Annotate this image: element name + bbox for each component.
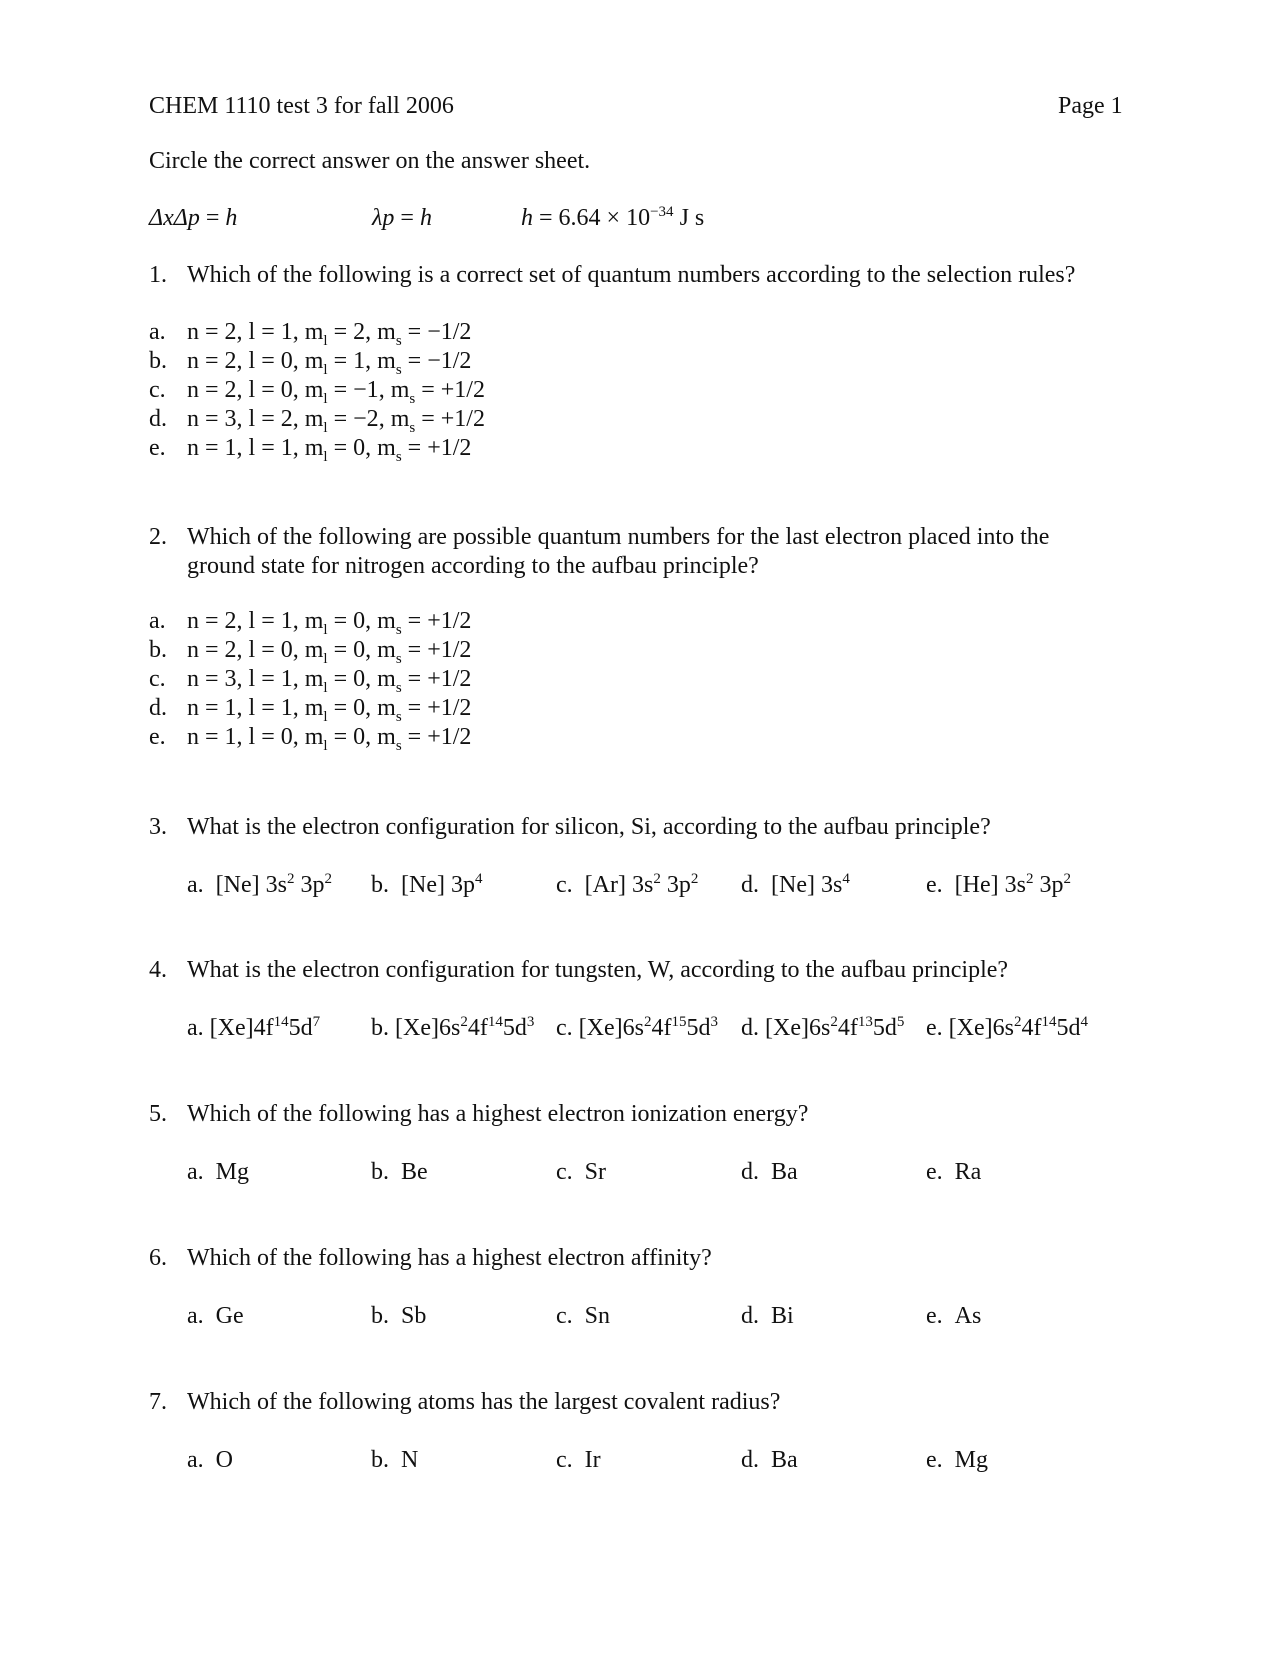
option-part: [Xe]4f: [209, 1015, 274, 1041]
option-value: Ba: [771, 1447, 798, 1473]
option-value: Mg: [215, 1159, 249, 1185]
option-mid: 3p: [294, 872, 325, 898]
option-sup: 4: [474, 871, 483, 887]
option-sup: 2: [324, 871, 332, 887]
question-text: What is the electron configuration for silicon, Si, according to the aufbau principle?: [187, 814, 991, 840]
exam-title: CHEM 1110 test 3 for fall 2006: [149, 93, 454, 119]
option-letter: e.: [926, 1303, 943, 1329]
question-7: [149, 1390, 780, 1414]
question-text: What is the electron configuration for tungsten, W, according to the aufbau principle?: [187, 957, 1009, 983]
option-sup: 5: [896, 1014, 905, 1030]
option-d[interactable]: [741, 1016, 904, 1040]
option-value: Sr: [584, 1159, 606, 1185]
option-value: Be: [401, 1159, 428, 1185]
question-3: [149, 815, 991, 839]
n-value: 1: [224, 724, 237, 750]
question-text: Which of the following is a correct set of quantum numbers according to the selection rules?: [187, 262, 1076, 288]
option-letter: d.: [741, 1447, 759, 1473]
ml-value: 0: [353, 608, 366, 634]
n-value: 2: [224, 608, 237, 634]
l-value: 1: [280, 319, 293, 345]
option-letter: d.: [741, 1015, 759, 1041]
option-letter: e.: [926, 1447, 943, 1473]
option-letter: d.: [741, 1159, 759, 1185]
planck-unit: J s: [679, 205, 705, 231]
l-value: 1: [280, 666, 293, 692]
uncertainty-rhs: h: [225, 205, 238, 231]
option-value: N: [401, 1447, 419, 1473]
option-core: [Ne] 3s: [771, 872, 843, 898]
option-letter: b.: [371, 1447, 389, 1473]
option-value: As: [954, 1303, 982, 1329]
question-5: [149, 1102, 808, 1126]
option-letter: b.: [371, 872, 389, 898]
uncertainty-equation: ΔxΔp = h: [149, 205, 238, 231]
option-a[interactable]: a. n = 2, l = 1, $m_l = 0$, $m_s = +1/2$: [149, 608, 472, 638]
l-value: 1: [280, 608, 293, 634]
option-e[interactable]: [926, 1016, 1088, 1040]
ms-value: +1/2: [427, 637, 472, 663]
option-d[interactable]: [741, 1448, 798, 1472]
option-sup: 2: [830, 1014, 838, 1030]
question-text: Which of the following atoms has the largest covalent radius?: [187, 1389, 781, 1415]
option-sup: 2: [286, 871, 295, 887]
question-number: 1.: [149, 262, 167, 288]
ml-value: 0: [353, 666, 366, 692]
option-sup: 4: [842, 871, 850, 887]
option-sup: 2: [643, 1014, 652, 1030]
option-core: [Ne] 3s: [215, 872, 287, 898]
option-core: [Ar] 3s: [584, 872, 654, 898]
de-broglie-rhs: h: [419, 205, 432, 231]
option-letter: a.: [187, 1015, 204, 1041]
de-broglie-lhs: λp: [372, 205, 395, 231]
option-part: 4f: [651, 1015, 672, 1041]
option-letter: c.: [556, 1447, 573, 1473]
n-value: 3: [224, 406, 237, 432]
planck-constant: $h = 6.64 \times 10^{-34}$ J s: [521, 204, 705, 231]
option-letter: b.: [371, 1015, 389, 1041]
option-part: 4f: [467, 1015, 488, 1041]
option-sup: 2: [690, 871, 699, 887]
option-letter: e.: [926, 1159, 943, 1185]
l-value: 1: [280, 695, 293, 721]
option-letter: b.: [149, 637, 167, 663]
option-letter: e.: [149, 435, 166, 461]
option-e[interactable]: [926, 1160, 981, 1184]
ml-value: −1: [353, 377, 379, 403]
option-value: Bi: [771, 1303, 794, 1329]
option-e[interactable]: [926, 873, 1071, 897]
option-a[interactable]: [187, 1304, 244, 1328]
page-number: Page 1: [1058, 93, 1123, 119]
ml-value: 1: [353, 348, 366, 374]
option-mid: 3p: [660, 872, 691, 898]
option-value: Sn: [584, 1303, 611, 1329]
l-value: 0: [280, 724, 293, 750]
option-c[interactable]: [556, 1160, 606, 1184]
l-value: 0: [280, 377, 293, 403]
option-part: 5d: [872, 1015, 897, 1041]
question-2-text-continued: ground state for nitrogen according to the aufbau principle?: [187, 553, 759, 579]
option-b[interactable]: [371, 1448, 418, 1472]
option-c[interactable]: c. n = 2, l = 0, $m_l = -1$, $m_s = +1/2$: [149, 377, 485, 407]
l-value: 2: [280, 406, 293, 432]
option-a[interactable]: [187, 1448, 233, 1472]
option-value: Ge: [215, 1303, 244, 1329]
planck-value: 6.64 × 10: [558, 205, 651, 231]
uncertainty-lhs: ΔxΔp: [149, 205, 200, 231]
l-value: 1: [280, 435, 293, 461]
option-part: 5d: [1056, 1015, 1081, 1041]
ms-value: +1/2: [427, 695, 472, 721]
option-sup: 2: [1063, 871, 1071, 887]
planck-symbol: h: [521, 205, 533, 231]
n-value: 2: [224, 637, 237, 663]
option-letter: d.: [149, 406, 167, 432]
n-value: 2: [224, 377, 237, 403]
question-number: 4.: [149, 957, 167, 983]
ms-value: +1/2: [427, 608, 472, 634]
option-letter: a.: [187, 1447, 204, 1473]
question-number: 2.: [149, 524, 167, 550]
n-value: 3: [224, 666, 237, 692]
option-value: Ba: [771, 1159, 798, 1185]
option-letter: e.: [926, 872, 943, 898]
option-value: Mg: [954, 1447, 988, 1473]
question-1: [149, 263, 1075, 287]
ms-value: −1/2: [427, 319, 472, 345]
option-a[interactable]: a. n = 2, l = 1, $m_l = 2$, $m_s = -1/2$: [149, 319, 472, 349]
question-number: 7.: [149, 1389, 167, 1415]
question-6: [149, 1246, 712, 1270]
ml-value: −2: [353, 406, 379, 432]
option-e[interactable]: e. n = 1, l = 0, $m_l = 0$, $m_s = +1/2$: [149, 724, 472, 754]
question-number: 3.: [149, 814, 167, 840]
option-letter: e.: [149, 724, 166, 750]
planck-exponent: −34: [650, 204, 674, 220]
option-d[interactable]: [741, 873, 850, 897]
option-part: [Xe]6s: [948, 1015, 1014, 1041]
question-text: Which of the following are possible quantum numbers for the last electron placed into the: [187, 524, 1050, 550]
option-d[interactable]: d. n = 3, l = 2, $m_l = -2$, $m_s = +1/2$: [149, 406, 485, 436]
option-b[interactable]: [371, 1304, 426, 1328]
n-value: 1: [224, 435, 237, 461]
option-value: O: [215, 1447, 233, 1473]
option-e[interactable]: [926, 1448, 988, 1472]
option-sup: 4: [1080, 1014, 1088, 1030]
option-letter: a.: [149, 608, 166, 634]
option-part: [Xe]6s: [395, 1015, 461, 1041]
option-letter: a.: [187, 1159, 204, 1185]
option-part: [Xe]6s: [765, 1015, 831, 1041]
option-part: [Xe]6s: [578, 1015, 644, 1041]
option-letter: b.: [149, 348, 167, 374]
question-text: Which of the following has a highest electron affinity?: [187, 1245, 712, 1271]
option-part: 4f: [1021, 1015, 1042, 1041]
option-part: 5d: [288, 1015, 313, 1041]
option-c[interactable]: [556, 873, 698, 897]
option-sup: 14: [1041, 1014, 1057, 1030]
option-a[interactable]: [187, 873, 332, 897]
l-value: 0: [280, 348, 293, 374]
option-d[interactable]: [741, 1304, 794, 1328]
option-c[interactable]: [556, 1016, 718, 1040]
question-text: Which of the following has a highest electron ionization energy?: [187, 1101, 809, 1127]
question-4: [149, 958, 1008, 982]
question-2: [149, 525, 1049, 549]
option-value: Ra: [954, 1159, 982, 1185]
option-sup: 13: [857, 1014, 873, 1030]
option-letter: d.: [149, 695, 167, 721]
option-b[interactable]: [371, 1016, 534, 1040]
option-sup: 7: [312, 1014, 321, 1030]
ml-value: 0: [353, 435, 366, 461]
option-letter: c.: [149, 377, 166, 403]
option-b[interactable]: [371, 1160, 428, 1184]
option-d[interactable]: [741, 1160, 798, 1184]
option-c[interactable]: c. n = 3, l = 1, $m_l = 0$, $m_s = +1/2$: [149, 666, 472, 696]
option-letter: c.: [556, 1303, 573, 1329]
option-sup: 2: [1013, 1014, 1022, 1030]
option-c[interactable]: [556, 1448, 601, 1472]
option-letter: b.: [371, 1303, 389, 1329]
option-sup: 14: [487, 1014, 503, 1030]
option-a[interactable]: [187, 1160, 249, 1184]
de-broglie-equation: λp = h: [372, 205, 432, 231]
option-mid: 3p: [1033, 872, 1064, 898]
option-value: Ir: [584, 1447, 601, 1473]
n-value: 2: [224, 319, 237, 345]
option-letter: e.: [926, 1015, 943, 1041]
ms-value: −1/2: [427, 348, 472, 374]
option-letter: d.: [741, 1303, 759, 1329]
option-letter: a.: [187, 1303, 204, 1329]
option-a[interactable]: [187, 1016, 320, 1040]
option-part: 5d: [502, 1015, 527, 1041]
option-e[interactable]: e. n = 1, l = 1, $m_l = 0$, $m_s = +1/2$: [149, 435, 472, 465]
question-number: 5.: [149, 1101, 167, 1127]
option-core: [Ne] 3p: [401, 872, 475, 898]
option-sup: 2: [653, 871, 661, 887]
option-sup: 2: [460, 1014, 468, 1030]
option-letter: c.: [556, 1015, 573, 1041]
ml-value: 2: [353, 319, 366, 345]
option-sup: 2: [1025, 871, 1034, 887]
ms-value: +1/2: [440, 406, 485, 432]
n-value: 1: [224, 695, 237, 721]
ms-value: +1/2: [427, 435, 472, 461]
option-letter: a.: [149, 319, 166, 345]
option-part: 5d: [686, 1015, 711, 1041]
option-b[interactable]: [371, 873, 482, 897]
option-letter: c.: [149, 666, 166, 692]
question-number: 6.: [149, 1245, 167, 1271]
option-sup: 15: [671, 1014, 687, 1030]
option-part: 4f: [837, 1015, 858, 1041]
option-c[interactable]: [556, 1304, 610, 1328]
option-letter: d.: [741, 872, 759, 898]
instruction-text: Circle the correct answer on the answer sheet.: [149, 148, 591, 174]
ml-value: 0: [353, 724, 366, 750]
l-value: 0: [280, 637, 293, 663]
ms-value: +1/2: [427, 724, 472, 750]
option-value: Sb: [401, 1303, 427, 1329]
option-sup: 3: [710, 1014, 718, 1030]
option-letter: b.: [371, 1159, 389, 1185]
ml-value: 0: [353, 637, 366, 663]
option-letter: c.: [556, 872, 573, 898]
ml-value: 0: [353, 695, 366, 721]
option-b[interactable]: b. n = 2, l = 0, $m_l = 1$, $m_s = -1/2$: [149, 348, 472, 378]
option-e[interactable]: [926, 1304, 981, 1328]
option-d[interactable]: d. n = 1, l = 1, $m_l = 0$, $m_s = +1/2$: [149, 695, 472, 725]
option-sup: 3: [526, 1014, 535, 1030]
option-core: [He] 3s: [954, 872, 1026, 898]
option-letter: a.: [187, 872, 204, 898]
ms-value: +1/2: [440, 377, 485, 403]
option-letter: c.: [556, 1159, 573, 1185]
option-sup: 14: [273, 1014, 289, 1030]
ms-value: +1/2: [427, 666, 472, 692]
n-value: 2: [224, 348, 237, 374]
option-b[interactable]: b. n = 2, l = 0, $m_l = 0$, $m_s = +1/2$: [149, 637, 472, 667]
